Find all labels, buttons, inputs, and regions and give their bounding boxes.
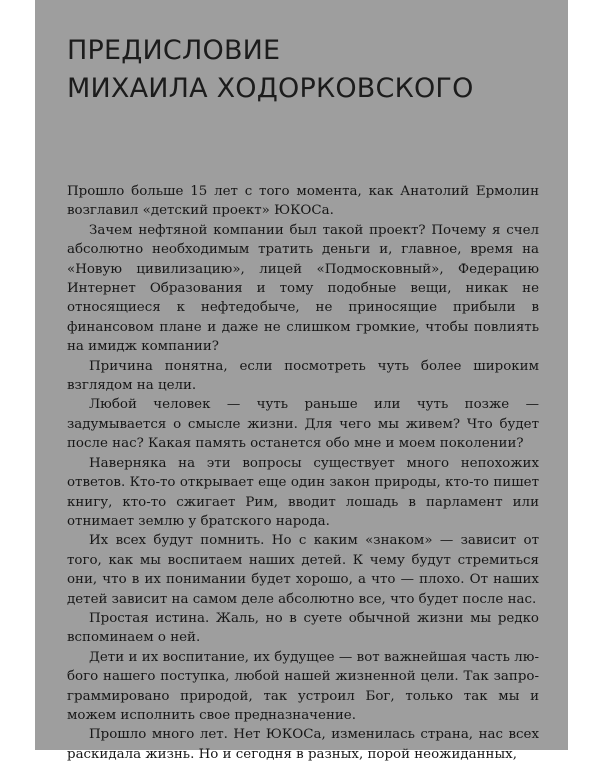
paragraph: Простая истина. Жаль, но в суете обычной жизни мы редко вспоминаем о ней. bbox=[67, 610, 539, 646]
paragraph: Зачем нефтяной компании был такой проект? Почему я счел абсолютно необходимым тратить деньги и, главное, время на «Новую цивилизацию», лицей «Подмосковный», Федерацию Интернет Образования и тому подобные вещи, никак не относящиеся к нефтедобыче, не приносящие прибыли в финансовом плане и даже не слишком громкие, чтобы повлиять на имидж компании? bbox=[67, 222, 539, 355]
paragraph: Дети и их воспитание, их будущее — вот важнейшая часть любого нашего поступка, любой нашей жизненной цели. Так запрограммировано природой, так устроил Бог, только так мы и можем исполнить свое предназначение. bbox=[67, 649, 539, 723]
paragraph: Причина понятна, если посмотреть чуть более широким взглядом на цели. bbox=[67, 358, 539, 394]
paragraph: Их всех будут помнить. Но с каким «знаком» — зависит от того, как мы воспитаем наших детей. К чему будут стремиться они, что в их понимании будет хорошо, а что — плохо. От наших детей зависит на самом деле абсолютно все, что будет после нас. bbox=[67, 533, 539, 607]
book-page bbox=[35, 0, 568, 762]
chapter-heading-line-2: МИХАИЛА ХОДОРКОВСКОГО bbox=[67, 73, 474, 104]
page-body-text bbox=[67, 182, 539, 764]
paragraph: Наверняка на эти вопросы существует много непохожих ответов. Кто-то открывает еще один закон природы, кто-то пишет книгу, кто-то сжигает Рим, вводит лошадь в парламент или отнимает землю у братского народа. bbox=[67, 455, 539, 529]
chapter-heading-line-1: ПРЕДИСЛОВИЕ bbox=[67, 35, 281, 66]
paragraph: Прошло много лет. Нет ЮКОСа, изменилась страна, нас всех раскидала жизнь. Но и сегодня в разных, порой неожиданных, bbox=[67, 727, 539, 762]
paragraph: Прошло больше 15 лет с того момента, как Анатолий Ермолин возглавил «детский проект» ЮКОСа. bbox=[67, 184, 539, 219]
chapter-heading bbox=[67, 32, 474, 108]
paragraph: Любой человек — чуть раньше или чуть позже — задумывается о смысле жизни. Для чего мы живем? Что будет после нас? Какая память останется обо мне и моем поколении? bbox=[67, 397, 539, 452]
